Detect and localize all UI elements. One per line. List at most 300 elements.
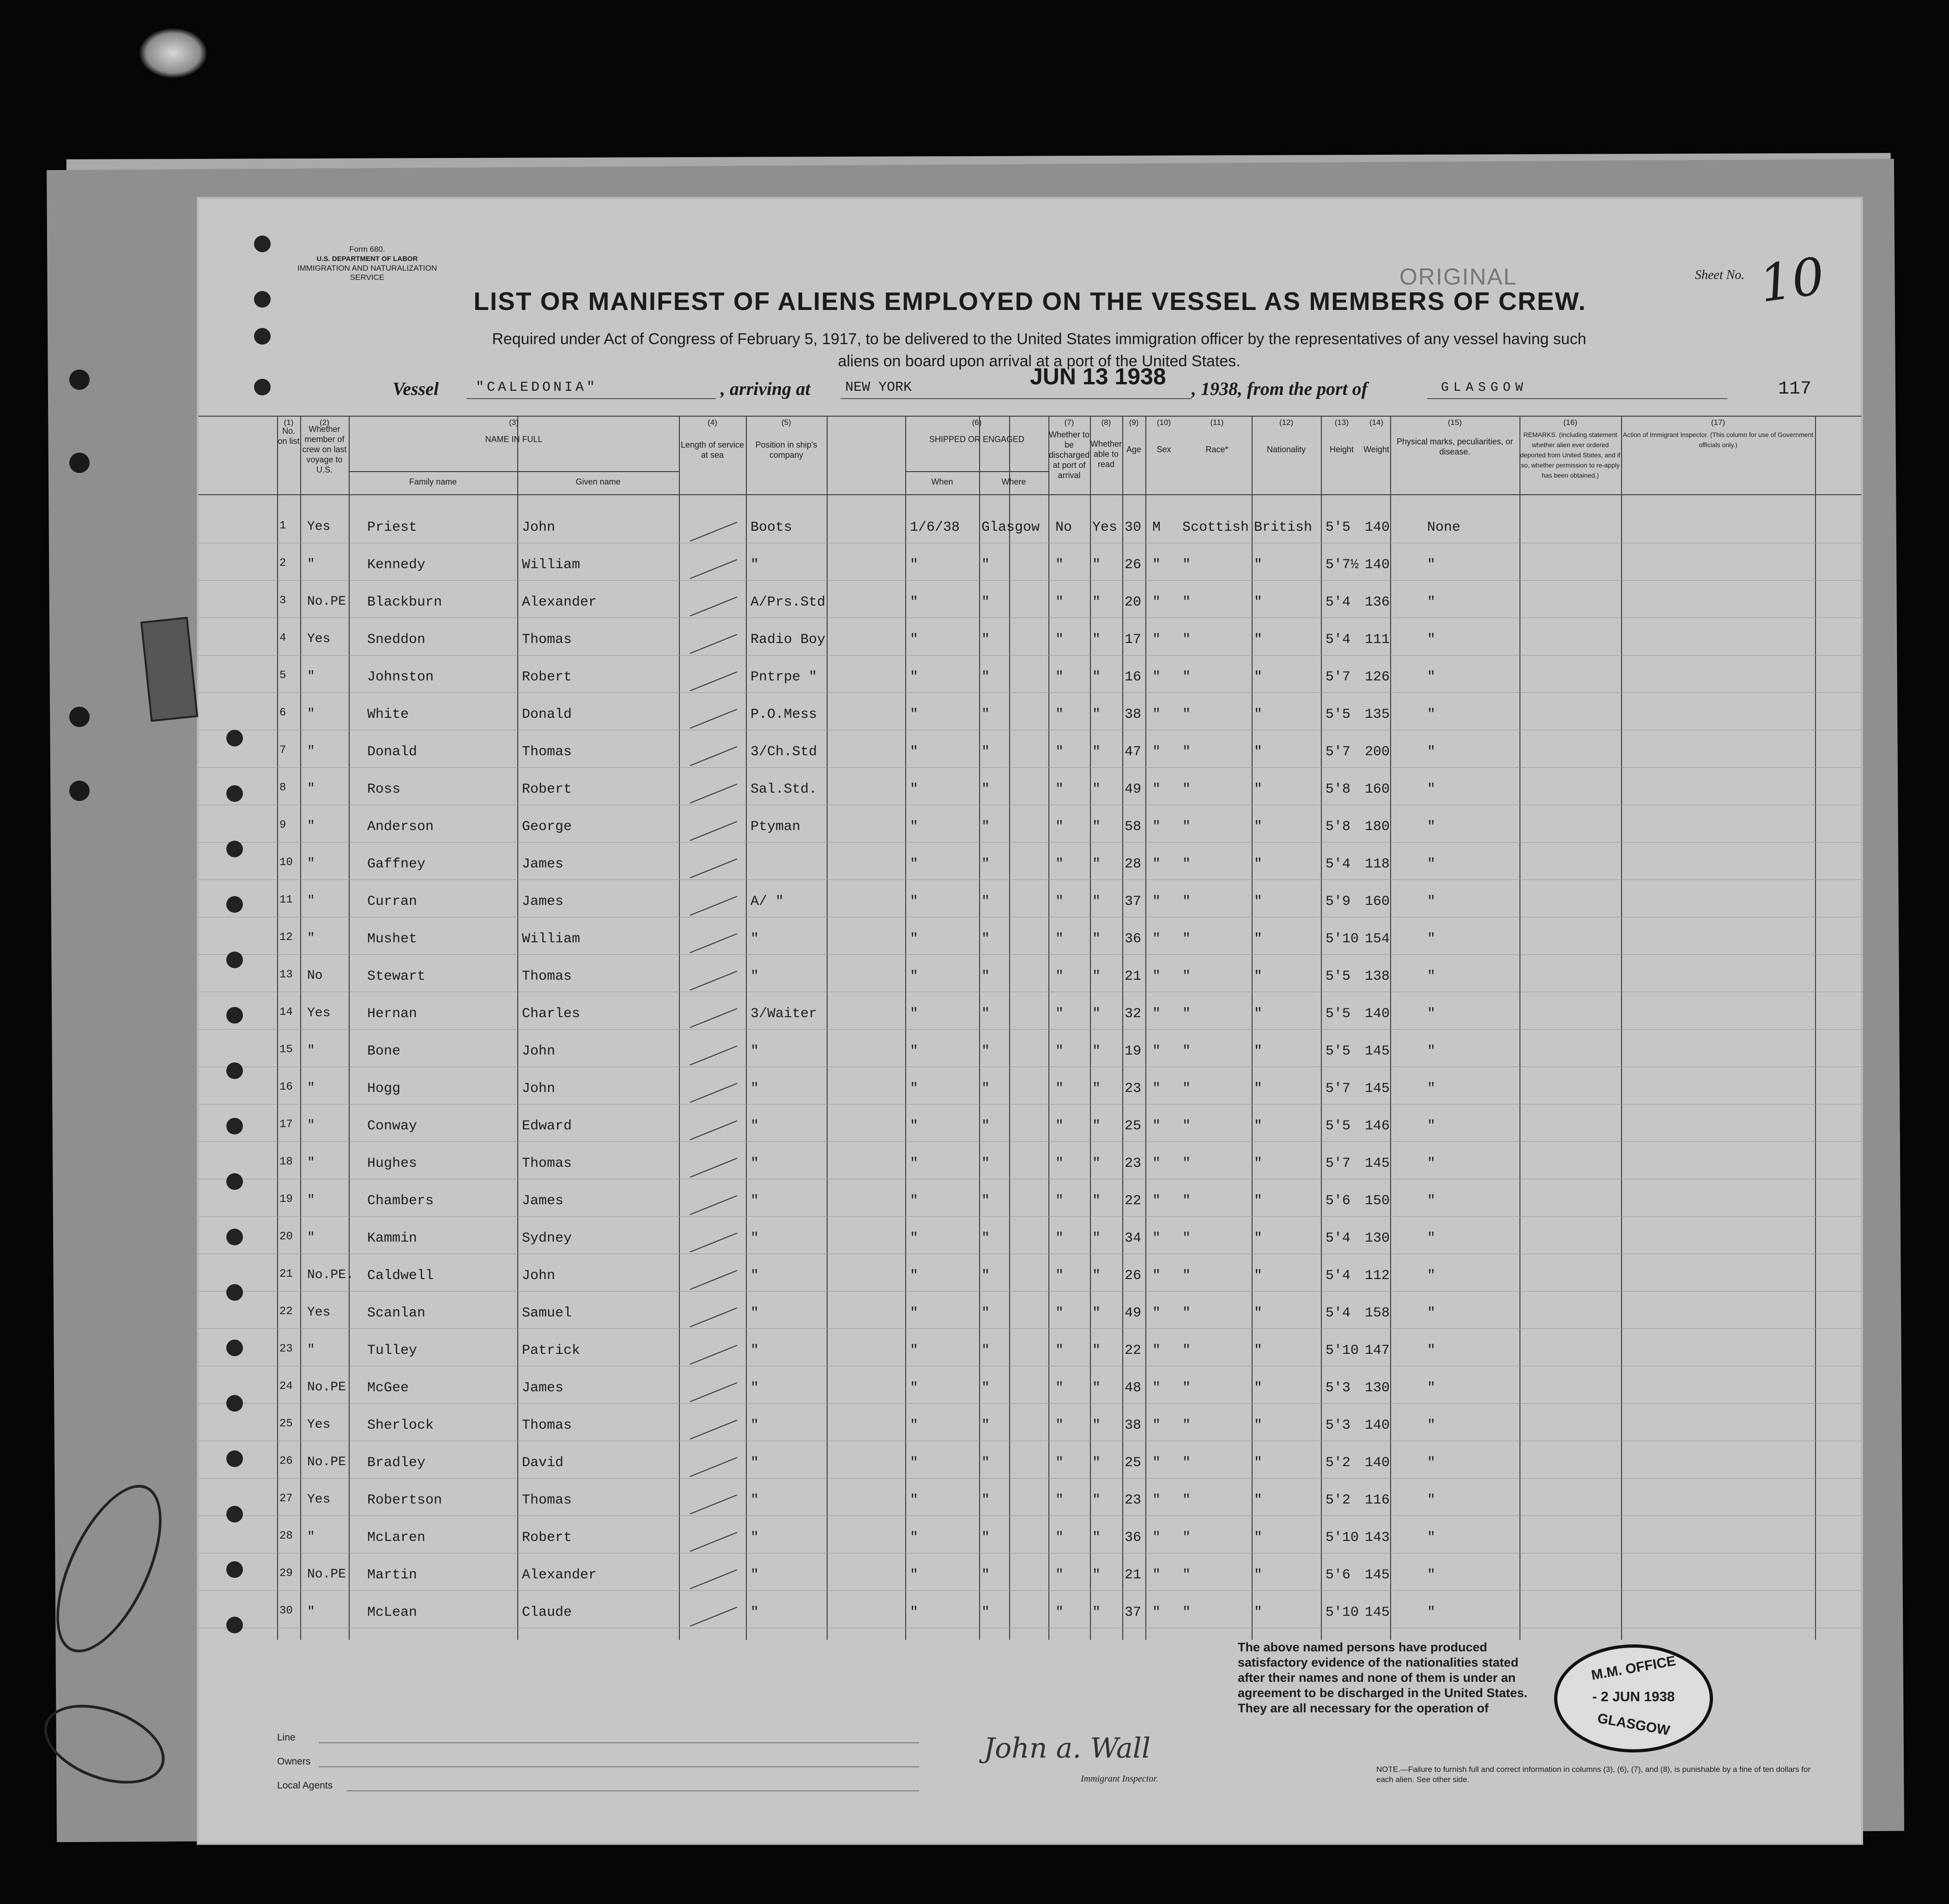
column-number: (14) xyxy=(1369,418,1384,427)
given-name: James xyxy=(522,1380,564,1396)
nationality: " xyxy=(1254,1043,1263,1059)
age: 38 xyxy=(1125,707,1142,722)
shipped-when: " xyxy=(910,931,919,947)
given-name: James xyxy=(522,894,564,910)
weight: 158 xyxy=(1365,1305,1390,1321)
row-number: 21 xyxy=(279,1268,293,1280)
manifest-page xyxy=(199,199,1861,1843)
family-name: Gaffney xyxy=(367,856,426,872)
position: " xyxy=(751,1605,759,1620)
able-to-read: " xyxy=(1092,669,1101,685)
family-name: Ross xyxy=(367,782,401,797)
age: 34 xyxy=(1125,1231,1142,1246)
family-name: Hogg xyxy=(367,1081,401,1097)
service-tick-mark xyxy=(690,858,738,878)
position: " xyxy=(751,969,759,984)
shipped-when: " xyxy=(910,669,919,685)
weight: 160 xyxy=(1365,782,1390,797)
column-number: (9) xyxy=(1129,418,1139,427)
physical-marks: " xyxy=(1427,1118,1436,1134)
prior-voyage: " xyxy=(307,894,315,908)
row-number: 12 xyxy=(279,931,293,944)
prior-voyage: " xyxy=(307,1081,315,1095)
height: 5'4 xyxy=(1326,1231,1351,1246)
physical-marks: " xyxy=(1427,1156,1436,1171)
punch-hole xyxy=(254,236,271,252)
row-number: 2 xyxy=(279,557,286,570)
given-name: Robert xyxy=(522,782,572,797)
shipped-when: " xyxy=(910,856,919,872)
shipped-where: " xyxy=(981,1567,990,1583)
physical-marks: " xyxy=(1427,594,1436,610)
family-name: Scanlan xyxy=(367,1305,426,1321)
race: " xyxy=(1182,1455,1191,1471)
prior-voyage: " xyxy=(307,1043,315,1058)
discharged: " xyxy=(1055,707,1064,722)
weight: 140 xyxy=(1365,520,1390,535)
service-tick-mark xyxy=(690,1382,738,1402)
race: " xyxy=(1182,1605,1191,1620)
punch-hole xyxy=(226,1118,243,1134)
height: 5'9 xyxy=(1326,894,1351,910)
able-to-read: " xyxy=(1092,1231,1101,1246)
race: " xyxy=(1182,931,1191,947)
shipped-when: " xyxy=(910,894,919,910)
punch-hole xyxy=(254,328,271,345)
weight: 145 xyxy=(1365,1081,1390,1097)
age: 30 xyxy=(1125,520,1142,535)
service-name: IMMIGRATION AND NATURALIZATION SERVICE xyxy=(297,264,437,282)
sex: M xyxy=(1152,520,1161,535)
row-number: 27 xyxy=(279,1492,293,1505)
department-name: U.S. DEPARTMENT OF LABOR xyxy=(316,255,418,263)
height: 5'8 xyxy=(1326,819,1351,835)
height: 5'10 xyxy=(1326,931,1359,947)
arriving-label: , arriving at xyxy=(720,378,811,399)
height: 5'3 xyxy=(1326,1380,1351,1396)
nationality: " xyxy=(1254,931,1263,947)
able-to-read: " xyxy=(1092,969,1101,984)
service-tick-mark xyxy=(690,1494,738,1514)
given-name: John xyxy=(522,1081,556,1097)
shipped-when: " xyxy=(910,1043,919,1059)
physical-marks: " xyxy=(1427,1380,1436,1396)
race: " xyxy=(1182,1156,1191,1171)
physical-marks: " xyxy=(1427,969,1436,984)
age: 49 xyxy=(1125,1305,1142,1321)
physical-marks: " xyxy=(1427,782,1436,797)
stamp-office: M.M. OFFICE xyxy=(1590,1653,1677,1683)
prior-voyage: No.PE xyxy=(307,1455,346,1469)
punch-hole xyxy=(254,379,271,395)
sex: " xyxy=(1152,744,1161,760)
shipped-when: " xyxy=(910,1231,919,1246)
family-name: Bone xyxy=(367,1043,401,1059)
service-tick-mark xyxy=(690,1532,738,1552)
able-to-read: " xyxy=(1092,1043,1101,1059)
shipped-when: " xyxy=(910,1118,919,1134)
discharged: " xyxy=(1055,1268,1064,1284)
age: 47 xyxy=(1125,744,1142,760)
sheet-label: Sheet No. xyxy=(1695,268,1745,282)
column-rule xyxy=(277,416,278,1640)
inspector-label: Immigrant Inspector. xyxy=(1081,1774,1158,1784)
given-name: Thomas xyxy=(522,1418,572,1433)
race: " xyxy=(1182,1231,1191,1246)
age: 38 xyxy=(1125,1418,1142,1433)
shipped-when: " xyxy=(910,1193,919,1209)
nationality: " xyxy=(1254,1156,1263,1171)
prior-voyage: " xyxy=(307,1118,315,1133)
nationality: " xyxy=(1254,1380,1263,1396)
row-number: 7 xyxy=(279,744,286,757)
shipped-when: " xyxy=(910,1268,919,1284)
able-to-read: " xyxy=(1092,1380,1101,1396)
shipped-where: " xyxy=(981,1043,990,1059)
family-name: Johnston xyxy=(367,669,434,685)
able-to-read: " xyxy=(1092,782,1101,797)
row-number: 14 xyxy=(279,1006,293,1019)
line-label: Line xyxy=(277,1732,296,1743)
column-header: Race* xyxy=(1205,445,1229,454)
nationality: " xyxy=(1254,1530,1263,1546)
given-name: Thomas xyxy=(522,1156,572,1171)
column-rule xyxy=(1390,416,1391,1640)
nationality: " xyxy=(1254,1492,1263,1508)
row-rule xyxy=(199,1216,1861,1217)
nationality: " xyxy=(1254,1305,1263,1321)
shipped-where: " xyxy=(981,1156,990,1171)
able-to-read: " xyxy=(1092,1455,1101,1471)
shipped-where: " xyxy=(981,782,990,797)
given-name: Robert xyxy=(522,669,572,685)
physical-marks: " xyxy=(1427,1605,1436,1620)
age: 58 xyxy=(1125,819,1142,835)
weight: 130 xyxy=(1365,1380,1390,1396)
row-number: 19 xyxy=(279,1193,293,1206)
row-number: 11 xyxy=(279,894,293,906)
shipped-where: Glasgow xyxy=(981,520,1040,535)
prior-voyage: Yes xyxy=(307,1006,331,1020)
able-to-read: " xyxy=(1092,1605,1101,1620)
race: " xyxy=(1182,744,1191,760)
shipped-where: " xyxy=(981,594,990,610)
service-tick-mark xyxy=(690,821,738,841)
service-tick-mark xyxy=(690,1195,738,1215)
row-number: 8 xyxy=(279,782,286,794)
position: " xyxy=(751,1455,759,1471)
column-rule xyxy=(1252,416,1253,1640)
sheet-number: 10 xyxy=(1755,246,1828,314)
sex: " xyxy=(1152,707,1161,722)
discharged: " xyxy=(1055,1081,1064,1097)
column-header: Nationality xyxy=(1266,445,1306,454)
service-tick-mark xyxy=(690,1008,738,1028)
able-to-read: " xyxy=(1092,632,1101,648)
able-to-read: " xyxy=(1092,744,1101,760)
sex: " xyxy=(1152,1268,1161,1284)
row-number: 1 xyxy=(279,520,286,532)
nationality: " xyxy=(1254,1418,1263,1433)
service-tick-mark xyxy=(690,1345,738,1364)
service-tick-mark xyxy=(690,746,738,766)
shipped-where: " xyxy=(981,1418,990,1433)
sex: " xyxy=(1152,1118,1161,1134)
height: 5'4 xyxy=(1326,632,1351,648)
row-number: 17 xyxy=(279,1118,293,1131)
height: 5'10 xyxy=(1326,1530,1359,1546)
discharged: " xyxy=(1055,1193,1064,1209)
weight: 112 xyxy=(1365,1268,1390,1284)
binder-hole xyxy=(69,370,90,390)
mm-office-stamp xyxy=(1554,1644,1713,1752)
punch-hole xyxy=(254,291,271,308)
row-rule xyxy=(199,1590,1861,1591)
given-name: Charles xyxy=(522,1006,581,1022)
discharged: " xyxy=(1055,1530,1064,1546)
weight: 140 xyxy=(1365,557,1390,573)
height: 5'10 xyxy=(1326,1605,1359,1620)
nationality: " xyxy=(1254,1605,1263,1620)
nationality: " xyxy=(1254,594,1263,610)
page-title: LIST OR MANIFEST OF ALIENS EMPLOYED ON THE VESSEL AS MEMBERS OF CREW. xyxy=(473,287,1586,315)
service-tick-mark xyxy=(690,1158,738,1177)
prior-voyage: " xyxy=(307,782,315,796)
family-name: Robertson xyxy=(367,1492,442,1508)
prior-voyage: " xyxy=(307,744,315,758)
discharged: " xyxy=(1055,1156,1064,1171)
service-tick-mark xyxy=(690,1120,738,1140)
original-stamp: ORIGINAL xyxy=(1399,264,1517,290)
sex: " xyxy=(1152,1231,1161,1246)
age: 23 xyxy=(1125,1492,1142,1508)
position: Ptyman xyxy=(751,819,801,835)
family-name: Chambers xyxy=(367,1193,434,1209)
binder-hole xyxy=(69,453,90,473)
given-name: Claude xyxy=(522,1605,572,1620)
column-header: Height xyxy=(1329,445,1354,454)
column-rule xyxy=(300,416,301,1640)
column-header: Age xyxy=(1126,445,1142,454)
service-tick-mark xyxy=(690,1270,738,1290)
discharged: " xyxy=(1055,1043,1064,1059)
age: 17 xyxy=(1125,632,1142,648)
shipped-where: " xyxy=(981,1081,990,1097)
weight: 180 xyxy=(1365,819,1390,835)
family-name: McGee xyxy=(367,1380,409,1396)
family-name: Martin xyxy=(367,1567,418,1583)
sex: " xyxy=(1152,1567,1161,1583)
nationality: " xyxy=(1254,632,1263,648)
race: " xyxy=(1182,594,1191,610)
discharged: " xyxy=(1055,969,1064,984)
shipped-when: " xyxy=(910,594,919,610)
age: 23 xyxy=(1125,1156,1142,1171)
family-name: Mushet xyxy=(367,931,418,947)
physical-marks: " xyxy=(1427,819,1436,835)
weight: 146 xyxy=(1365,1118,1390,1134)
family-name: Hughes xyxy=(367,1156,418,1171)
column-header: When xyxy=(931,477,953,486)
age: 48 xyxy=(1125,1380,1142,1396)
shipped-when: 1/6/38 xyxy=(910,520,960,535)
weight: 111 xyxy=(1365,632,1390,648)
race: " xyxy=(1182,707,1191,722)
age: 21 xyxy=(1125,1567,1142,1583)
shipped-where: " xyxy=(981,1231,990,1246)
position: " xyxy=(751,1305,759,1321)
able-to-read: " xyxy=(1092,707,1101,722)
column-rule xyxy=(517,416,518,1640)
height: 5'5 xyxy=(1326,969,1351,984)
able-to-read: " xyxy=(1092,931,1101,947)
row-number: 26 xyxy=(279,1455,293,1467)
column-header: Whether able to read xyxy=(1090,439,1122,469)
nationality: " xyxy=(1254,1081,1263,1097)
physical-marks: " xyxy=(1427,1231,1436,1246)
given-name: Alexander xyxy=(522,1567,597,1583)
discharged: " xyxy=(1055,1455,1064,1471)
prior-voyage: Yes xyxy=(307,520,331,534)
row-number: 15 xyxy=(279,1043,293,1056)
prior-voyage: No xyxy=(307,969,323,983)
column-header: Weight xyxy=(1363,445,1389,454)
prior-voyage: No.PE xyxy=(307,1567,346,1582)
prior-voyage: " xyxy=(307,1343,315,1357)
physical-marks: " xyxy=(1427,744,1436,760)
column-header: No. on list xyxy=(278,426,300,446)
agents-field xyxy=(346,1790,919,1791)
position: " xyxy=(751,1418,759,1433)
punch-hole xyxy=(226,1506,243,1522)
arrival-date-stamp: JUN 13 1938 xyxy=(1030,364,1166,389)
race: " xyxy=(1182,632,1191,648)
column-rule xyxy=(1048,416,1049,1640)
physical-marks: " xyxy=(1427,632,1436,648)
race: " xyxy=(1182,1343,1191,1358)
prior-voyage: No.PE xyxy=(307,1380,346,1395)
physical-marks: " xyxy=(1427,1268,1436,1284)
nationality: British xyxy=(1254,520,1313,535)
nationality: " xyxy=(1254,707,1263,722)
height: 5'5 xyxy=(1326,520,1351,535)
given-name: Robert xyxy=(522,1530,572,1546)
shipped-when: " xyxy=(910,969,919,984)
row-number: 20 xyxy=(279,1231,293,1243)
family-name: Anderson xyxy=(367,819,434,835)
column-header: SHIPPED OR ENGAGED xyxy=(929,435,1025,444)
sex: " xyxy=(1152,1492,1161,1508)
given-name: Thomas xyxy=(522,744,572,760)
shipped-where: " xyxy=(981,819,990,835)
prior-voyage: Yes xyxy=(307,1418,331,1432)
vessel-underline xyxy=(466,398,716,399)
age: 49 xyxy=(1125,782,1142,797)
column-header: Family name xyxy=(409,477,457,486)
position: 3/Ch.Std xyxy=(751,744,817,760)
row-rule xyxy=(199,1328,1861,1329)
sex: " xyxy=(1152,1043,1161,1059)
column-rule xyxy=(979,416,980,1640)
discharged: " xyxy=(1055,1305,1064,1321)
discharged: " xyxy=(1055,782,1064,797)
weight: 145 xyxy=(1365,1043,1390,1059)
sex: " xyxy=(1152,969,1161,984)
penalty-note: NOTE.—Failure to furnish full and correct information in columns (3), (6), (7), and (8), is punishable by a fine of ten dollars for each alien. See other side. xyxy=(1376,1765,1811,1784)
given-name: David xyxy=(522,1455,564,1471)
year-label: , 1938, from the port of xyxy=(1192,378,1368,399)
prior-voyage: No.PE xyxy=(307,594,346,609)
able-to-read: " xyxy=(1092,1343,1101,1358)
shipped-when: " xyxy=(910,1305,919,1321)
sex: " xyxy=(1152,594,1161,610)
physical-marks: " xyxy=(1427,894,1436,910)
physical-marks: " xyxy=(1427,856,1436,872)
subtitle-line-1: Required under Act of Congress of February 5, 1917, to be delivered to the United States immigration officer by the representatives of any vessel having such xyxy=(492,330,1586,348)
able-to-read: " xyxy=(1092,894,1101,910)
sex: " xyxy=(1152,1305,1161,1321)
age: 36 xyxy=(1125,1530,1142,1546)
able-to-read: " xyxy=(1092,1305,1101,1321)
family-name: Hernan xyxy=(367,1006,418,1022)
given-name: Alexander xyxy=(522,594,597,610)
column-number: (7) xyxy=(1064,418,1074,427)
shipped-when: " xyxy=(910,1156,919,1171)
row-rule xyxy=(199,1403,1861,1404)
prior-voyage: " xyxy=(307,1193,315,1207)
sex: " xyxy=(1152,1418,1161,1433)
race: " xyxy=(1182,1043,1191,1059)
family-name: McLean xyxy=(367,1605,418,1620)
race: " xyxy=(1182,856,1191,872)
position: " xyxy=(751,1492,759,1508)
punch-hole xyxy=(226,1561,243,1578)
shipped-when: " xyxy=(910,1006,919,1022)
race: " xyxy=(1182,669,1191,685)
able-to-read: Yes xyxy=(1092,520,1118,535)
discharged: " xyxy=(1055,1118,1064,1134)
physical-marks: " xyxy=(1427,931,1436,947)
position: Sal.Std. xyxy=(751,782,817,797)
nationality: " xyxy=(1254,1567,1263,1583)
height: 5'5 xyxy=(1326,707,1351,722)
row-rule xyxy=(199,1141,1861,1142)
age: 22 xyxy=(1125,1193,1142,1209)
service-tick-mark xyxy=(690,1045,738,1065)
row-rule xyxy=(199,767,1861,768)
punch-hole xyxy=(226,1229,243,1245)
discharged: " xyxy=(1055,1231,1064,1246)
physical-marks: " xyxy=(1427,1418,1436,1433)
service-tick-mark xyxy=(690,1083,738,1103)
position: P.O.Mess xyxy=(751,707,817,722)
shipped-when: " xyxy=(910,782,919,797)
discharged: " xyxy=(1055,1380,1064,1396)
vessel-name: "CALEDONIA" xyxy=(476,380,598,395)
sex: " xyxy=(1152,669,1161,685)
nationality: " xyxy=(1254,1455,1263,1471)
sex: " xyxy=(1152,1193,1161,1209)
shipped-where: " xyxy=(981,744,990,760)
column-number: (12) xyxy=(1279,418,1294,427)
weight: 147 xyxy=(1365,1343,1390,1358)
punch-hole xyxy=(226,1340,243,1356)
nationality: " xyxy=(1254,969,1263,984)
form-number: Form 680. xyxy=(349,245,385,254)
race: " xyxy=(1182,782,1191,797)
family-name: Bradley xyxy=(367,1455,426,1471)
height: 5'3 xyxy=(1326,1418,1351,1433)
